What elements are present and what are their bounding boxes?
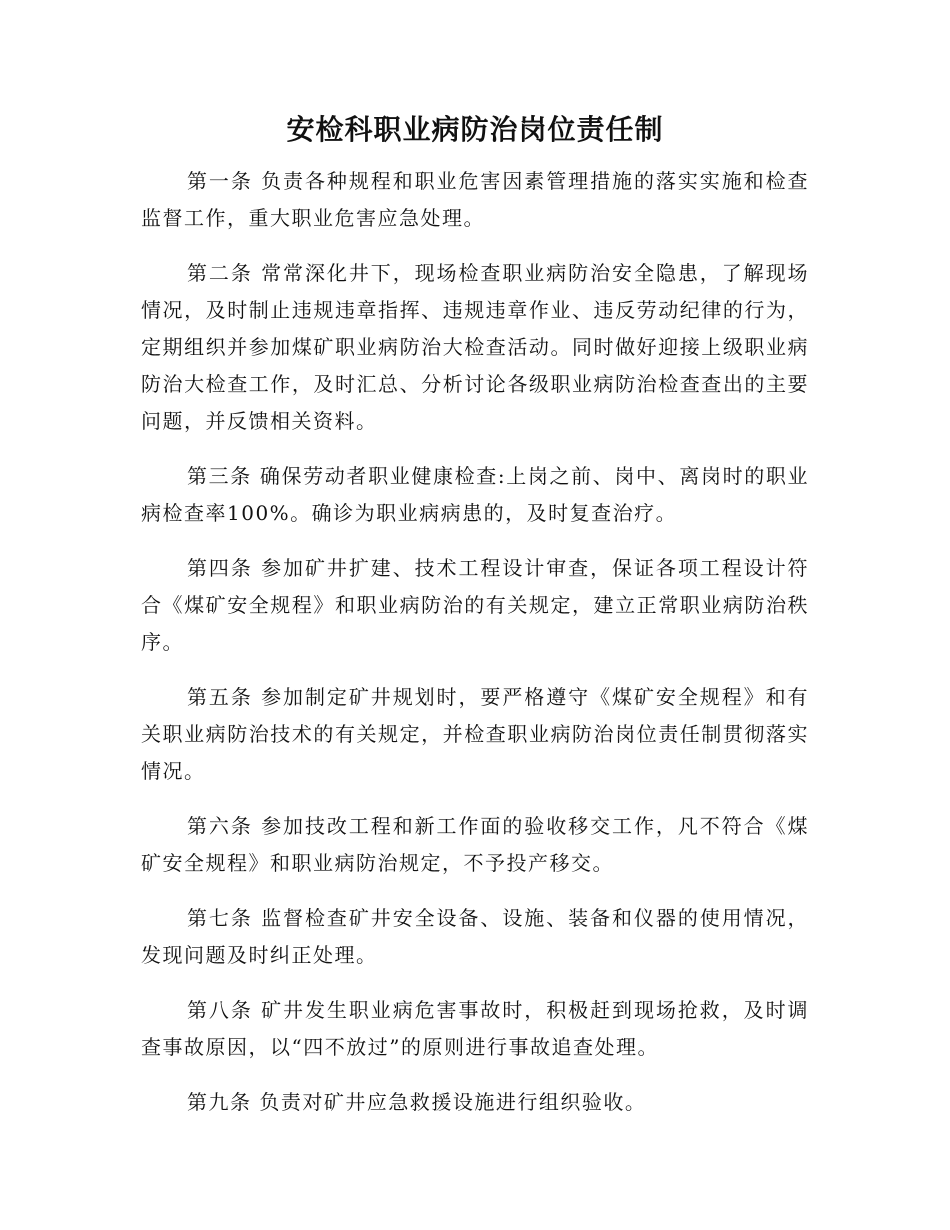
article-4: 第四条 参加矿井扩建、技术工程设计审查，保证各项工程设计符合《煤矿安全规程》和职业病防治的有关规定，建立正常职业病防治秩序。 xyxy=(141,556,809,654)
article-1: 第一条 负责各种规程和职业危害因素管理措施的落实实施和检查监督工作，重大职业危害应急处理。 xyxy=(141,169,809,230)
article-6: 第六条 参加技改工程和新工作面的验收移交工作，凡不符合《煤矿安全规程》和职业病防治规定，不予投产移交。 xyxy=(141,814,809,875)
document-body xyxy=(141,163,809,1139)
article-9: 第九条 负责对矿井应急救援设施进行组织验收。 xyxy=(187,1090,647,1114)
document-title: 安检科职业病防治岗位责任制 xyxy=(286,113,664,146)
article-7: 第七条 监督检查矿井安全设备、设施、装备和仪器的使用情况，发现问题及时纠正处理。 xyxy=(141,906,809,967)
article-3: 第三条 确保劳动者职业健康检查:上岗之前、岗中、离岗时的职业病检查率100%。确诊为职业病病患的，及时复查治疗。 xyxy=(141,464,809,525)
article-2: 第二条 常常深化井下，现场检查职业病防治安全隐患，了解现场情况，及时制止违规违章指挥、违规违章作业、违反劳动纪律的行为，定期组织并参加煤矿职业病防治大检查活动。同时做好迎接上级职业病防治大检查工作，及时汇总、分析讨论各级职业病防治检查查出的主要问题，并反馈相关资料。 xyxy=(141,261,809,433)
article-5: 第五条 参加制定矿井规划时，要严格遵守《煤矿安全规程》和有关职业病防治技术的有关规定，并检查职业病防治岗位责任制贯彻落实情况。 xyxy=(141,685,809,783)
article-8: 第八条 矿井发生职业病危害事故时，积极赶到现场抢救，及时调查事故原因，以“四不放过”的原则进行事故追查处理。 xyxy=(141,998,809,1059)
